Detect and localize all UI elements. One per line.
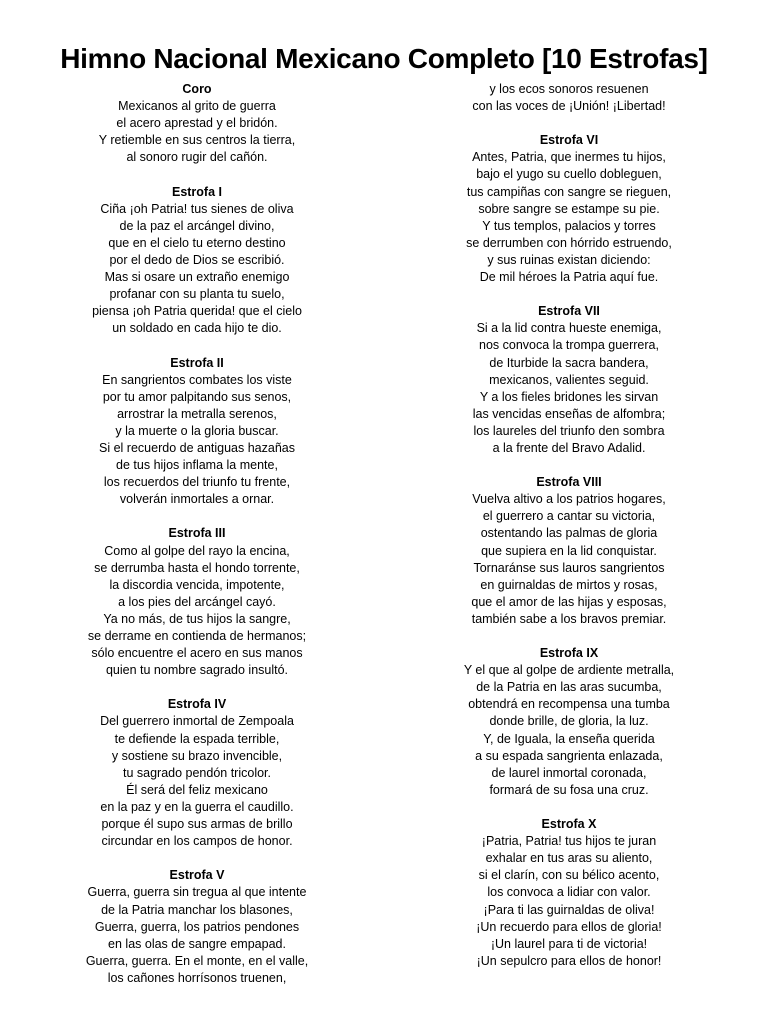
- verse-line: profanar con su planta tu suelo,: [109, 287, 285, 302]
- verse-line: obtendrá en recompensa una tumba: [468, 697, 670, 712]
- stanza-continuation: [399, 81, 739, 115]
- page-title: Himno Nacional Mexicano Completo [10 Estrofas]: [60, 43, 708, 74]
- stanza: [27, 81, 367, 166]
- verse-line: también sabe a los bravos premiar.: [471, 611, 667, 626]
- verse-line: y sus ruinas existan diciendo:: [487, 252, 651, 267]
- verse-line: a su espada sangrienta enlazada,: [475, 748, 663, 763]
- verse-line: se derrumba hasta el hondo torrente,: [94, 560, 300, 575]
- stanza: [27, 696, 367, 850]
- stanza: [399, 474, 739, 628]
- verse-line: Del guerrero inmortal de Zempoala: [100, 714, 294, 729]
- stanza-heading: Estrofa II: [170, 355, 224, 370]
- verse-line: Él será del feliz mexicano: [126, 782, 268, 797]
- verse-line: con las voces de ¡Unión! ¡Libertad!: [472, 99, 666, 114]
- verse-line: Guerra, guerra. En el monte, en el valle,: [85, 953, 309, 968]
- verse-line: piensa ¡oh Patria querida! que el cielo: [92, 304, 302, 319]
- verse-line: volverán inmortales a ornar.: [119, 492, 275, 507]
- verse-line: Tornaránse sus lauros sangrientos: [473, 560, 665, 575]
- verse-line: arrostrar la metralla serenos,: [117, 406, 277, 421]
- verse-line: los laureles del triunfo den sombra: [473, 423, 665, 438]
- verse-line: Y el que al golpe de ardiente metralla,: [463, 663, 675, 678]
- verse-line: ¡Patria, Patria! tus hijos te juran: [481, 834, 657, 849]
- verse-line: Y, de Iguala, la enseña querida: [483, 731, 655, 746]
- verse-line: De mil héroes la Patria aquí fue.: [479, 270, 659, 285]
- verse-line: te defiende la espada terrible,: [114, 731, 280, 746]
- verse-line: circundar en los campos de honor.: [101, 834, 293, 849]
- verse-line: Antes, Patria, que inermes tu hijos,: [472, 150, 666, 165]
- verse-line: y los ecos sonoros resuenen: [489, 82, 649, 96]
- stanza: [399, 303, 739, 457]
- verse-line: Y retiemble en sus centros la tierra,: [98, 133, 296, 148]
- stanza: [399, 816, 739, 970]
- verse-line: los cañones horrísonos truenen,: [107, 970, 287, 985]
- stanza-heading: Estrofa I: [171, 184, 222, 199]
- verse-line: los convoca a lidiar con valor.: [487, 885, 651, 900]
- verse-line: y la muerte o la gloria buscar.: [115, 423, 279, 438]
- verse-line: Mexicanos al grito de guerra: [118, 99, 276, 114]
- verse-line: a los pies del arcángel cayó.: [118, 594, 276, 609]
- verse-line: de Iturbide la sacra bandera,: [489, 355, 649, 370]
- verse-line: de la paz el arcángel divino,: [119, 218, 275, 233]
- verse-line: formará de su fosa una cruz.: [489, 782, 649, 797]
- verse-line: bajo el yugo su cuello dobleguen,: [476, 167, 662, 182]
- verse-line: sólo encuentre el acero en sus manos: [91, 646, 303, 661]
- verse-line: si el clarín, con su bélico acento,: [478, 868, 660, 883]
- verse-line: Guerra, guerra, los patrios pendones: [94, 919, 300, 934]
- verse-line: el guerrero a cantar su victoria,: [482, 509, 656, 524]
- verse-line: que el amor de las hijas y esposas,: [471, 594, 667, 609]
- verse-line: ¡Un sepulcro para ellos de honor!: [476, 953, 662, 968]
- stanza-heading: Estrofa VIII: [536, 475, 602, 490]
- verse-line: ¡Un laurel para ti de victoria!: [490, 936, 648, 951]
- verse-line: los recuerdos del triunfo tu frente,: [103, 475, 291, 490]
- verse-line: de tus hijos inflama la mente,: [116, 458, 278, 473]
- verse-line: de laurel inmortal coronada,: [491, 765, 647, 780]
- verse-line: Ciña ¡oh Patria! tus sienes de oliva: [100, 201, 294, 216]
- stanza-heading: Estrofa VII: [538, 304, 600, 319]
- verse-line: En sangrientos combates los viste: [102, 372, 292, 387]
- verse-line: se derrumben con hórrido estruendo,: [466, 235, 672, 250]
- verse-line: de la Patria en las aras sucumba,: [476, 680, 662, 695]
- verse-line: y sostiene su brazo invencible,: [111, 748, 283, 763]
- verse-line: la discordia vencida, impotente,: [109, 577, 285, 592]
- stanza: [399, 132, 739, 286]
- verse-line: tu sagrado pendón tricolor.: [122, 765, 272, 780]
- verse-line: de la Patria manchar los blasones,: [101, 902, 293, 917]
- verse-line: nos convoca la trompa guerrera,: [479, 338, 659, 353]
- stanza: [399, 645, 739, 799]
- verse-line: donde brille, de gloria, la luz.: [489, 714, 649, 729]
- verse-line: por tu amor palpitando sus senos,: [102, 389, 292, 404]
- verse-line: Vuelva altivo a los patrios hogares,: [472, 492, 666, 507]
- verse-line: Si a la lid contra hueste enemiga,: [476, 321, 662, 336]
- verse-line: las vencidas enseñas de alfombra;: [472, 406, 666, 421]
- verse-line: sobre sangre se estampe su pie.: [478, 201, 660, 216]
- verse-line: Como al golpe del rayo la encina,: [104, 543, 290, 558]
- verse-line: quien tu nombre sagrado insultó.: [105, 663, 289, 678]
- verse-line: al sonoro rugir del cañón.: [126, 150, 268, 165]
- stanza-heading: Estrofa X: [541, 817, 597, 832]
- stanza-heading: Estrofa VI: [539, 133, 599, 148]
- verse-line: en guirnaldas de mirtos y rosas,: [480, 577, 658, 592]
- stanza: [27, 867, 367, 987]
- verse-line: Ya no más, de tus hijos la sangre,: [103, 611, 291, 626]
- verse-line: se derrame en contienda de hermanos;: [87, 629, 307, 643]
- stanza-heading: Estrofa V: [169, 868, 225, 883]
- verse-line: Y tus templos, palacios y torres: [482, 218, 656, 233]
- verse-line: porque él supo sus armas de brillo: [101, 817, 293, 832]
- verse-line: ¡Un recuerdo para ellos de gloria!: [476, 919, 662, 934]
- stanza-heading: Coro: [182, 82, 212, 96]
- verse-line: Si el recuerdo de antiguas hazañas: [99, 440, 295, 455]
- verse-line: exhalar en tus aras su aliento,: [485, 851, 653, 866]
- verse-line: en la paz y en la guerra el caudillo.: [100, 799, 294, 814]
- verse-line: ostentando las palmas de gloria: [480, 526, 658, 541]
- verse-line: en las olas de sangre empapad.: [108, 936, 286, 951]
- stanza-heading: Estrofa III: [168, 526, 226, 541]
- verse-line: un soldado en cada hijo te dio.: [112, 321, 282, 336]
- stanza: [27, 525, 367, 679]
- verse-line: Mas si osare un extraño enemigo: [104, 270, 290, 285]
- verse-line: a la frente del Bravo Adalid.: [492, 440, 646, 455]
- stanza: [27, 184, 367, 338]
- verse-line: mexicanos, valientes seguid.: [489, 372, 649, 387]
- verse-line: Y a los fieles bridones les sirvan: [479, 389, 659, 404]
- verse-line: que supiera en la lid conquistar.: [481, 543, 657, 558]
- left-column: [27, 81, 367, 1004]
- verse-line: tus campiñas con sangre se rieguen,: [466, 184, 672, 199]
- stanza-heading: Estrofa IX: [539, 646, 599, 661]
- right-column: [399, 81, 739, 987]
- verse-line: Guerra, guerra sin tregua al que intente: [87, 885, 307, 900]
- verse-line: que en el cielo tu eterno destino: [108, 235, 286, 250]
- verse-line: por el dedo de Dios se escribió.: [109, 252, 285, 267]
- verse-line: el acero aprestad y el bridón.: [116, 116, 278, 131]
- stanza: [27, 355, 367, 509]
- verse-line: ¡Para ti las guirnaldas de oliva!: [483, 902, 655, 917]
- stanza-heading: Estrofa IV: [167, 697, 227, 712]
